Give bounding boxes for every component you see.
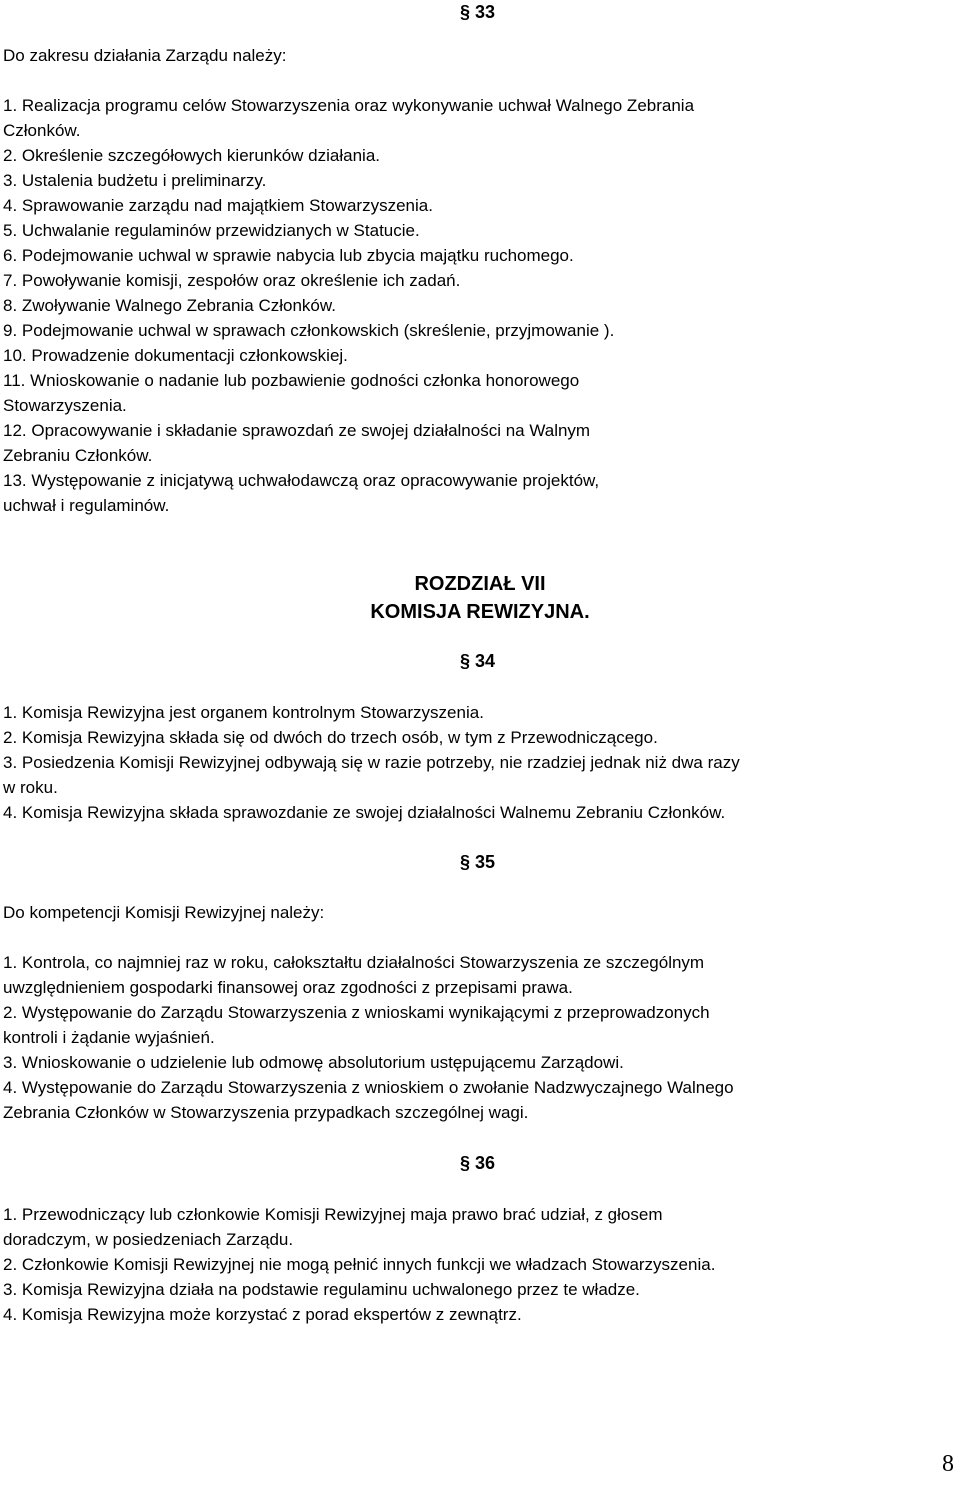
list-item: 1. Realizacja programu celów Stowarzyszenia oraz wykonywanie uchwał Walnego Zebrania bbox=[3, 96, 695, 115]
section-33-heading: § 33 bbox=[460, 2, 496, 22]
komisja-intro: Do kompetencji Komisji Rewizyjnej należy: bbox=[3, 903, 325, 922]
list-item: Stowarzyszenia. bbox=[3, 396, 127, 415]
list-item: w roku. bbox=[3, 778, 58, 797]
list-item: Zebrania Członków w Stowarzyszenia przypadkach szczególnej wagi. bbox=[3, 1103, 529, 1122]
list-item: 1. Przewodniczący lub członkowie Komisji Rewizyjnej maja prawo brać udział, z głosem bbox=[3, 1205, 663, 1224]
list-item: 1. Komisja Rewizyjna jest organem kontrolnym Stowarzyszenia. bbox=[3, 703, 484, 722]
list-item: 3. Komisja Rewizyjna działa na podstawie regulaminu uchwalonego przez te władze. bbox=[3, 1280, 640, 1299]
page-number: 8 bbox=[942, 1451, 954, 1477]
list-item: 4. Sprawowanie zarządu nad majątkiem Stowarzyszenia. bbox=[3, 196, 433, 215]
s34-list bbox=[3, 700, 959, 825]
list-item: 2. Komisja Rewizyjna składa się od dwóch do trzech osób, w tym z Przewodniczącego. bbox=[3, 728, 658, 747]
list-item: 8. Zwoływanie Walnego Zebrania Członków. bbox=[3, 296, 336, 315]
section-34-heading: § 34 bbox=[460, 651, 496, 671]
s35-list bbox=[3, 950, 959, 1125]
list-item: 6. Podejmowanie uchwal w sprawie nabycia lub zbycia majątku ruchomego. bbox=[3, 246, 574, 265]
list-item: 4. Występowanie do Zarządu Stowarzyszenia z wnioskiem o zwołanie Nadzwyczajnego Walnego bbox=[3, 1078, 734, 1097]
list-item: 2. Określenie szczegółowych kierunków działania. bbox=[3, 146, 381, 165]
list-item: 2. Członkowie Komisji Rewizyjnej nie mogą pełnić innych funkcji we władzach Stowarzyszenia. bbox=[3, 1255, 716, 1274]
list-item: 13. Występowanie z inicjatywą uchwałodawczą oraz opracowywanie projektów, bbox=[3, 471, 600, 490]
list-item: 4. Komisja Rewizyjna może korzystać z porad ekspertów z zewnątrz. bbox=[3, 1305, 522, 1324]
list-item: 5. Uchwalanie regulaminów przewidzianych w Statucie. bbox=[3, 221, 420, 240]
list-item: 10. Prowadzenie dokumentacji członkowskiej. bbox=[3, 346, 348, 365]
list-item: 4. Komisja Rewizyjna składa sprawozdanie ze swojej działalności Walnemu Zebraniu Członków. bbox=[3, 803, 726, 822]
list-item: 3. Ustalenia budżetu i preliminarzy. bbox=[3, 171, 267, 190]
chapter-subtitle: KOMISJA REWIZYJNA. bbox=[370, 601, 590, 623]
zarzad-list bbox=[3, 93, 959, 518]
list-item: 7. Powoływanie komisji, zespołów oraz określenie ich zadań. bbox=[3, 271, 461, 290]
list-item: 12. Opracowywanie i składanie sprawozdań ze swojej działalności na Walnym bbox=[3, 421, 591, 440]
list-item: Członków. bbox=[3, 121, 81, 140]
section-35-heading: § 35 bbox=[460, 852, 496, 872]
list-item: 11. Wnioskowanie o nadanie lub pozbawienie godności członka honorowego bbox=[3, 371, 580, 390]
list-item: Zebraniu Członków. bbox=[3, 446, 153, 465]
list-item: 1. Kontrola, co najmniej raz w roku, całokształtu działalności Stowarzyszenia ze szczególnym bbox=[3, 953, 705, 972]
list-item: uwzględnieniem gospodarki finansowej oraz zgodności z przepisami prawa. bbox=[3, 978, 573, 997]
zarzad-intro: Do zakresu działania Zarządu należy: bbox=[3, 46, 287, 65]
list-item: 3. Posiedzenia Komisji Rewizyjnej odbywają się w razie potrzeby, nie rzadziej jednak niż dwa razy bbox=[3, 753, 740, 772]
list-item: 9. Podejmowanie uchwal w sprawach członkowskich (skreślenie, przyjmowanie ). bbox=[3, 321, 615, 340]
chapter-title: ROZDZIAŁ VII bbox=[414, 573, 546, 595]
list-item: 3. Wnioskowanie o udzielenie lub odmowę absolutorium ustępującemu Zarządowi. bbox=[3, 1053, 624, 1072]
list-item: 2. Występowanie do Zarządu Stowarzyszenia z wnioskami wynikającymi z przeprowadzonych bbox=[3, 1003, 710, 1022]
list-item: kontroli i żądanie wyjaśnień. bbox=[3, 1028, 215, 1047]
section-36-heading: § 36 bbox=[460, 1153, 496, 1173]
list-item: doradczym, w posiedzeniach Zarządu. bbox=[3, 1230, 294, 1249]
list-item: uchwał i regulaminów. bbox=[3, 496, 170, 515]
s36-list bbox=[3, 1202, 959, 1327]
